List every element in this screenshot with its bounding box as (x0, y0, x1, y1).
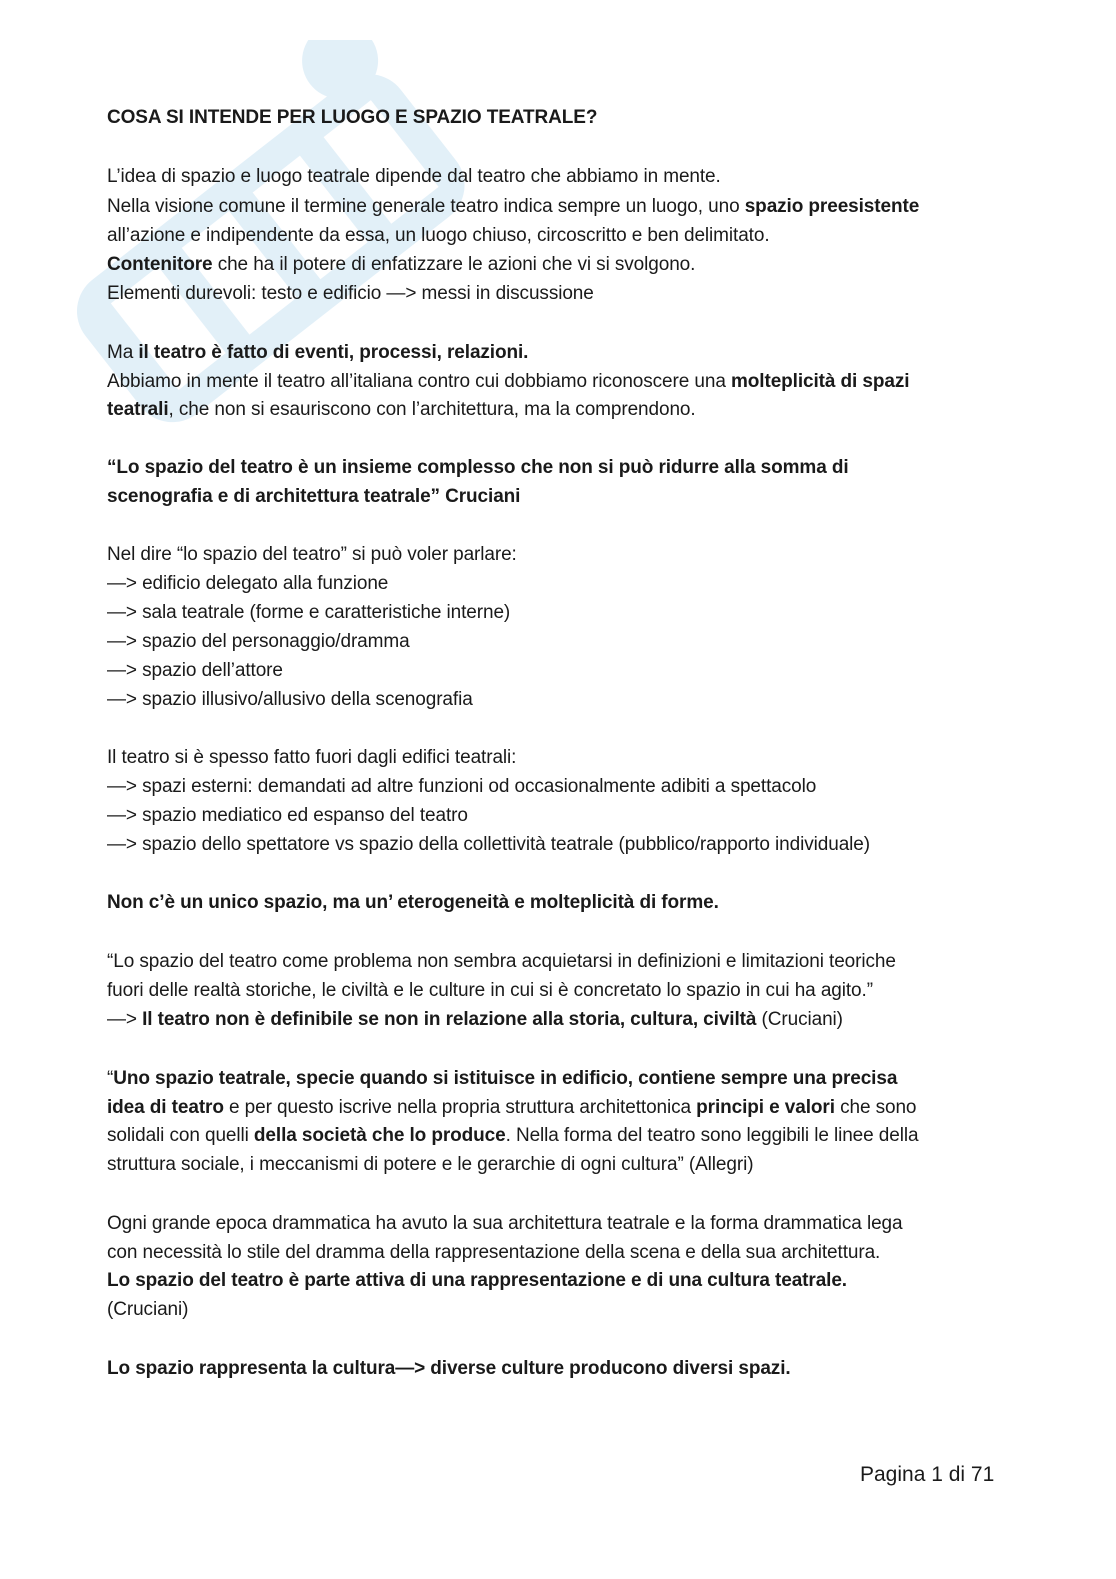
list-item: —> spazio dell’attore (107, 660, 283, 681)
paragraph-line: Abbiamo in mente il teatro all’italiana contro cui dobbiamo riconoscere una molteplicità di spazi (107, 371, 910, 392)
quote-line: solidali con quelli della società che lo produce. Nella forma del teatro sono leggibili le linee della (107, 1125, 919, 1146)
quote-line: “Uno spazio teatrale, specie quando si istituisce in edificio, contiene sempre una precisa (107, 1068, 898, 1089)
list-item: —> spazio illusivo/allusivo della scenografia (107, 689, 473, 710)
page-number: Pagina 1 di 71 (860, 1463, 995, 1486)
paragraph-line: (Cruciani) (107, 1299, 189, 1320)
paragraph-line: all’azione e indipendente da essa, un luogo chiuso, circoscritto e ben delimitato. (107, 225, 770, 246)
quote-line: idea di teatro e per questo iscrive nella propria struttura architettonica principi e valori che sono (107, 1097, 917, 1118)
paragraph-line: Lo spazio del teatro è parte attiva di una rappresentazione e di una cultura teatrale. (107, 1270, 847, 1291)
paragraph-line: Nella visione comune il termine generale teatro indica sempre un luogo, uno spazio preesistente (107, 196, 920, 217)
paragraph-line: Ogni grande epoca drammatica ha avuto la sua architettura teatrale e la forma drammatica lega (107, 1213, 903, 1234)
page-title: COSA SI INTENDE PER LUOGO E SPAZIO TEATRALE? (107, 107, 598, 128)
list-intro: Nel dire “lo spazio del teatro” si può voler parlare: (107, 544, 517, 565)
quote-line: —> Il teatro non è definibile se non in relazione alla storia, cultura, civiltà (Cruciani) (107, 1009, 843, 1030)
statement: Lo spazio rappresenta la cultura—> diverse culture producono diversi spazi. (107, 1358, 791, 1379)
list-intro: Il teatro si è spesso fatto fuori dagli edifici teatrali: (107, 747, 517, 768)
quote-line: fuori delle realtà storiche, le civiltà e le culture in cui si è concretato lo spazio in cui ha agito.” (107, 980, 873, 1001)
paragraph-line: L’idea di spazio e luogo teatrale dipende dal teatro che abbiamo in mente. (107, 166, 721, 187)
quote-line: “Lo spazio del teatro come problema non sembra acquietarsi in definizioni e limitazioni teoriche (107, 951, 896, 972)
statement: Non c’è un unico spazio, ma un’ eterogeneità e molteplicità di forme. (107, 892, 719, 913)
list-item: —> spazio del personaggio/dramma (107, 631, 410, 652)
paragraph-line: Ma il teatro è fatto di eventi, processi, relazioni. (107, 342, 529, 363)
paragraph-line: teatrali, che non si esauriscono con l’architettura, ma la comprendono. (107, 399, 696, 420)
paragraph-line: Contenitore che ha il potere di enfatizzare le azioni che vi si svolgono. (107, 254, 696, 275)
list-item: —> edificio delegato alla funzione (107, 573, 389, 594)
quote-line: “Lo spazio del teatro è un insieme complesso che non si può ridurre alla somma di (107, 457, 849, 478)
list-item: —> sala teatrale (forme e caratteristiche interne) (107, 602, 511, 623)
paragraph-line: con necessità lo stile del dramma della rappresentazione della scena e della sua architettura. (107, 1242, 881, 1263)
list-item: —> spazi esterni: demandati ad altre funzioni od occasionalmente adibiti a spettacolo (107, 776, 817, 797)
quote-line: scenografia e di architettura teatrale” Cruciani (107, 486, 521, 507)
paragraph-line: Elementi durevoli: testo e edificio —> messi in discussione (107, 283, 594, 304)
list-item: —> spazio dello spettatore vs spazio della collettività teatrale (pubblico/rapporto individuale) (107, 834, 870, 855)
quote-line: struttura sociale, i meccanismi di potere e le gerarchie di ogni cultura” (Allegri) (107, 1154, 754, 1175)
list-item: —> spazio mediatico ed espanso del teatro (107, 805, 468, 826)
